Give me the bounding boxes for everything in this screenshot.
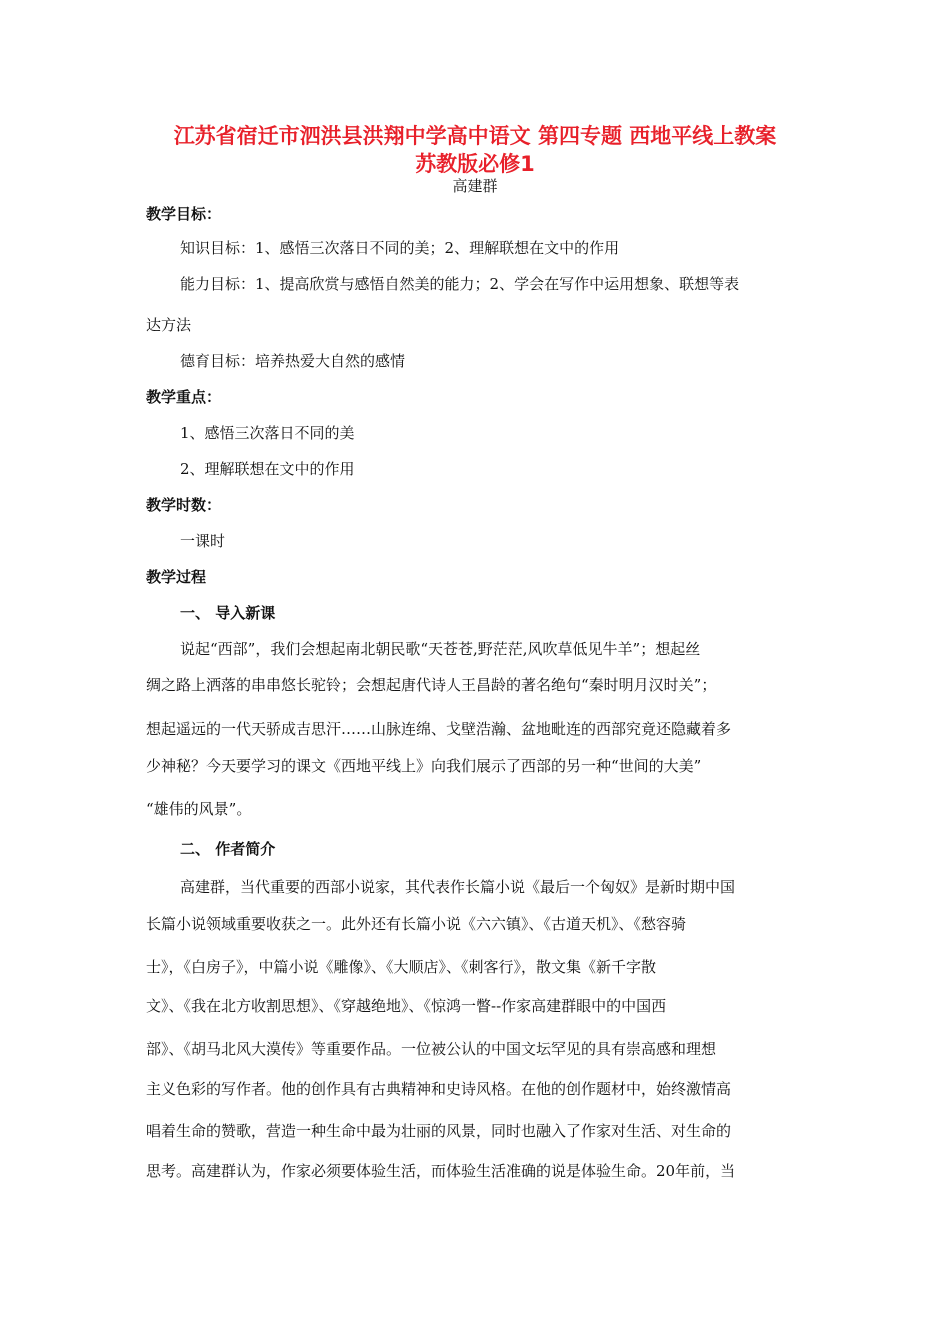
hours-heading: 教学时数：: [146, 496, 222, 514]
paragraph-line: 士》，《白房子》，中篇小说《雕像》、《大顺店》、《刺客行》，散文集《新千字散: [146, 958, 657, 976]
paragraph-line: 唱着生命的赞歌，营造一种生命中最为壮丽的风景，同时也融入了作家对生活、对生命的: [146, 1122, 732, 1140]
paragraph-line: 说起“西部”，我们会想起南北朝民歌“天苍苍,野茫茫,风吹草低见牛羊”；想起丝: [180, 640, 701, 658]
document-title-line-1: 江苏省宿迁市泗洪县洪翔中学高中语文 第四专题 西地平线上教案: [173, 124, 777, 148]
paragraph-line: 长篇小说领域重要收获之一。此外还有长篇小说《六六镇》、《古道天机》、《愁容骑: [146, 915, 687, 933]
paragraph-line: 主义色彩的写作者。他的创作具有古典精神和史诗风格。在他的创作题材中，始终激情高: [146, 1080, 732, 1098]
hours-value: 一课时: [180, 532, 226, 550]
paragraph-line: 想起遥远的一代天骄成吉思汗……山脉连绵、戈壁浩瀚、盆地毗连的西部究竟还隐藏着多: [146, 720, 732, 738]
paragraph-line: 部》、《胡马北风大漠传》等重要作品。一位被公认的中国文坛罕见的具有崇高感和理想: [146, 1040, 717, 1058]
paragraph-line: 思考。高建群认为，作家必须要体验生活，而体验生活准确的说是体验生命。20年前，当: [146, 1162, 736, 1180]
goal-moral: 德育目标：培养热爱大自然的感情: [180, 352, 406, 370]
key-points-heading: 教学重点：: [146, 388, 222, 406]
paragraph-line: 文》、《我在北方收割思想》、《穿越绝地》、《惊鸿一瞥--作家高建群眼中的中国西: [146, 997, 667, 1015]
key-point-2: 2、理解联想在文中的作用: [180, 460, 355, 478]
goal-ability-line-2: 达方法: [146, 316, 192, 334]
paragraph-line: “雄伟的风景”。: [146, 800, 252, 818]
goals-heading: 教学目标：: [146, 205, 222, 223]
key-point-1: 1、感悟三次落日不同的美: [180, 424, 355, 442]
author-name: 高建群: [452, 177, 498, 195]
part2-title: 二、 作者简介: [180, 840, 276, 858]
goal-ability-line-1: 能力目标：1、提高欣赏与感悟自然美的能力；2、学会在写作中运用想象、联想等表: [180, 275, 740, 293]
goal-knowledge: 知识目标：1、感悟三次落日不同的美；2、理解联想在文中的作用: [180, 239, 620, 257]
part1-title: 一、 导入新课: [180, 604, 276, 622]
paragraph-line: 少神秘？今天要学习的课文《西地平线上》向我们展示了西部的另一种“世间的大美”: [146, 757, 702, 775]
paragraph-line: 绸之路上洒落的串串悠长驼铃；会想起唐代诗人王昌龄的著名绝句“秦时明月汉时关”；: [146, 676, 717, 694]
paragraph-line: 高建群，当代重要的西部小说家，其代表作长篇小说《最后一个匈奴》是新时期中国: [180, 878, 736, 896]
document-title-line-2: 苏教版必修1: [415, 152, 535, 176]
process-heading: 教学过程: [146, 568, 207, 586]
